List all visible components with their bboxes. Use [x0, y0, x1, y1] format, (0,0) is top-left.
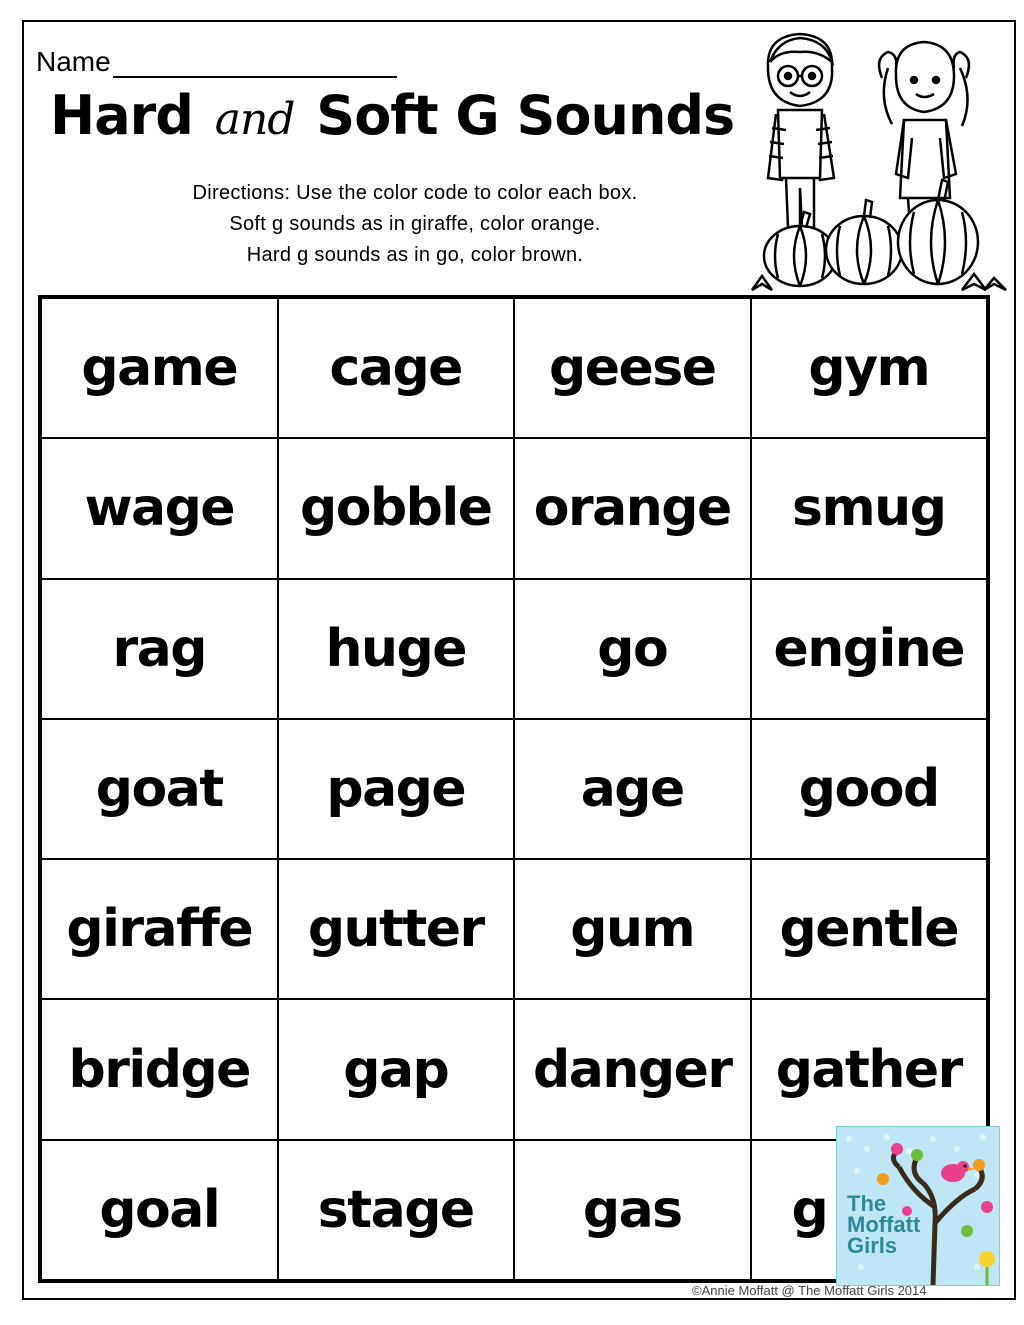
word-cell[interactable]: giraffe — [41, 859, 278, 999]
name-write-line[interactable] — [113, 48, 397, 78]
word-cell[interactable]: danger — [514, 999, 751, 1139]
directions-line-1: Directions: Use the color code to color each box. — [192, 182, 638, 204]
word-cell[interactable]: page — [278, 719, 515, 859]
word-cell[interactable]: gas — [514, 1140, 751, 1280]
word-cell[interactable]: gentle — [751, 859, 988, 999]
word-cell[interactable]: gym — [751, 298, 988, 438]
word-cell[interactable]: good — [751, 719, 988, 859]
word-cell[interactable]: gather — [751, 999, 988, 1139]
moffatt-girls-logo — [836, 1126, 1000, 1286]
word-cell[interactable]: game — [41, 298, 278, 438]
word-cell[interactable]: g — [751, 1140, 988, 1280]
pumpkins — [752, 180, 1006, 290]
name-label: Name — [36, 46, 111, 77]
worksheet-title — [50, 84, 734, 147]
word-cell[interactable]: wage — [41, 438, 278, 578]
logo-text — [847, 1193, 920, 1256]
word-cell[interactable]: gap — [278, 999, 515, 1139]
word-cell[interactable]: gobble — [278, 438, 515, 578]
word-cell[interactable]: geese — [514, 298, 751, 438]
word-cell[interactable]: go — [514, 579, 751, 719]
word-cell[interactable]: stage — [278, 1140, 515, 1280]
directions-line-3: Hard g sounds as in go, color brown. — [246, 244, 584, 266]
word-cell[interactable]: engine — [751, 579, 988, 719]
boy-figure — [768, 34, 834, 228]
kids-with-pumpkins-illustration — [748, 28, 1010, 296]
word-cell[interactable]: age — [514, 719, 751, 859]
word-cell[interactable]: huge — [278, 579, 515, 719]
title-and: and — [214, 94, 295, 145]
girl-figure — [879, 42, 969, 228]
word-cell[interactable]: orange — [514, 438, 751, 578]
word-cell[interactable]: gutter — [278, 859, 515, 999]
directions-text — [110, 178, 720, 271]
word-cell[interactable]: gum — [514, 859, 751, 999]
name-field-row — [36, 46, 397, 78]
title-hard: Hard — [50, 84, 193, 147]
logo-line-1: The — [847, 1191, 887, 1216]
word-cell[interactable]: cage — [278, 298, 515, 438]
word-cell[interactable]: goat — [41, 719, 278, 859]
word-cell[interactable]: smug — [751, 438, 988, 578]
copyright-footer: ©Annie Moffatt @ The Moffatt Girls 2014 — [692, 1283, 927, 1298]
logo-line-3: Girls — [847, 1233, 898, 1258]
directions-line-2: Soft g sounds as in giraffe, color orange. — [229, 213, 601, 235]
word-cell[interactable]: bridge — [41, 999, 278, 1139]
word-cell[interactable]: rag — [41, 579, 278, 719]
logo-line-2: Moffatt — [847, 1212, 921, 1237]
title-soft-g-sounds: Soft G Sounds — [316, 84, 735, 147]
word-cell[interactable]: goal — [41, 1140, 278, 1280]
